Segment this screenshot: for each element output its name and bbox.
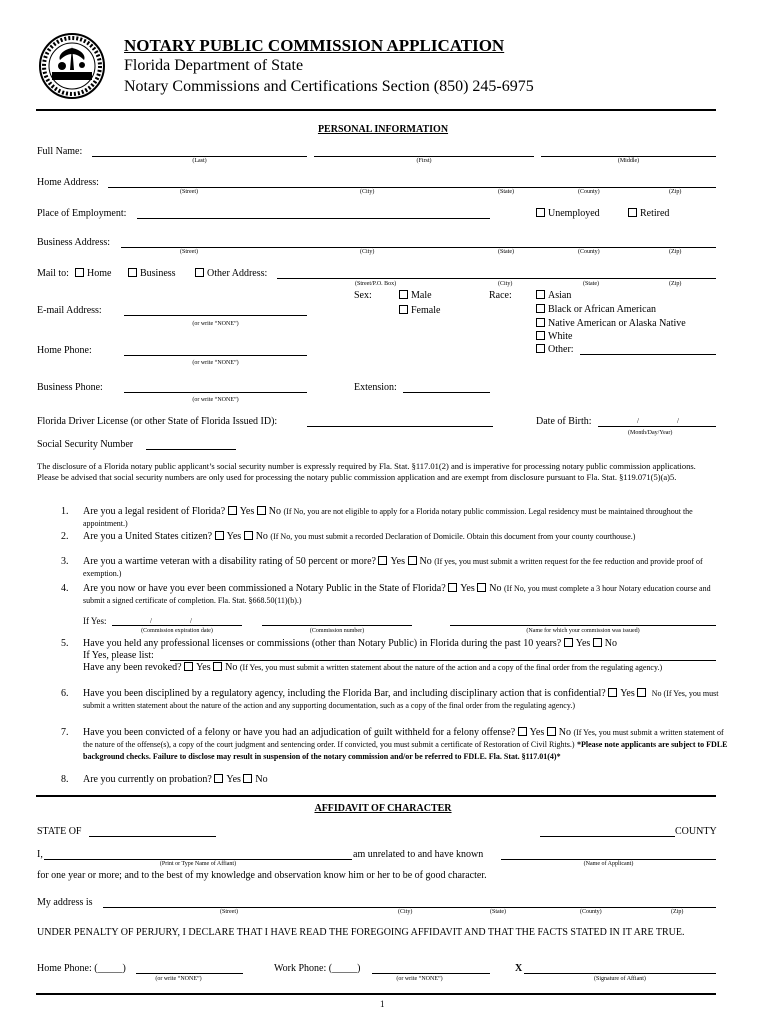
aff-city-caption: (City) bbox=[398, 909, 413, 915]
other-street-caption: (Street/P.O. Box) bbox=[355, 281, 397, 287]
q6-no-checkbox[interactable] bbox=[637, 688, 646, 697]
state-of-field[interactable] bbox=[89, 836, 216, 837]
comm-exp-caption: (Commission expiration date) bbox=[141, 628, 213, 634]
q6-number: 6. bbox=[61, 688, 69, 699]
affidavit-heading: AFFIDAVIT OF CHARACTER bbox=[314, 803, 452, 814]
checkbox-icon[interactable] bbox=[628, 208, 637, 217]
home-phone-none-caption: (or write “NONE”) bbox=[192, 360, 239, 366]
q7-question: Have you been convicted of a felony or have you had an adjudication of guilt withheld for a felony offense? bbox=[83, 727, 516, 738]
business-address-field[interactable] bbox=[121, 247, 716, 248]
retired-checkbox[interactable] bbox=[628, 208, 669, 219]
biz-county-caption: (County) bbox=[578, 249, 600, 255]
q1-no-checkbox[interactable] bbox=[257, 506, 266, 515]
affiant-address-field[interactable] bbox=[103, 907, 716, 908]
q5-list-field[interactable] bbox=[170, 660, 716, 661]
dob-label: Date of Birth: bbox=[536, 416, 592, 427]
other-state-caption: (State) bbox=[583, 281, 599, 287]
q3-no-label: No bbox=[419, 556, 432, 567]
q7-note: (If Yes, you must submit a written statement of the nature of the offense(s), a copy of the court judgment and sentencing order. If convicted, you must submit a certificate of Restoration of Civil Rights.) bbox=[83, 728, 724, 749]
revoked-no-label: No bbox=[225, 662, 238, 673]
q2-no-label: No bbox=[255, 531, 268, 542]
department-name: Florida Department of State bbox=[124, 57, 304, 74]
q2-yes-checkbox[interactable] bbox=[215, 531, 224, 540]
employment-label: Place of Employment: bbox=[37, 208, 127, 219]
good-character-statement: for one year or more; and to the best of my knowledge and observation know him or her to be of good character. bbox=[37, 870, 487, 881]
q7-text bbox=[83, 727, 733, 763]
affiant-work-phone-label: Work Phone: (_____) bbox=[274, 963, 361, 974]
q1-question: Are you a legal resident of Florida? bbox=[83, 506, 226, 517]
extension-label: Extension: bbox=[354, 382, 397, 393]
q1-no-label: No bbox=[268, 506, 281, 517]
race-black-checkbox[interactable] bbox=[536, 304, 656, 315]
mail-home-label: Home bbox=[87, 268, 112, 279]
q4-no-checkbox[interactable] bbox=[477, 583, 486, 592]
mail-to-label: Mail to: bbox=[37, 268, 69, 279]
affiant-name-caption: (Print or Type Name of Affiant) bbox=[159, 861, 237, 867]
q8-no-label: No bbox=[255, 774, 268, 785]
revoked-yes-label: Yes bbox=[196, 662, 211, 673]
county-label: COUNTY bbox=[675, 826, 717, 837]
race-other-checkbox[interactable] bbox=[536, 344, 574, 355]
affiant-name-field[interactable] bbox=[44, 859, 352, 860]
q7-no-label: No bbox=[558, 727, 571, 738]
male-label: Male bbox=[411, 290, 432, 301]
driver-license-field[interactable] bbox=[307, 426, 493, 427]
q1-note: (If No, you are not eligible to apply for a Florida notary public commission. Legal residency must be maintained throughout the appointment.) bbox=[83, 507, 693, 528]
q7-fdle-note: *Please note applicants are subject to FDLE background checks. Failure to disclose may result in suspension of the notary commission and/or be referred to FDLE. Fla. Stat. §117.01(4)* bbox=[83, 740, 728, 761]
mail-home-checkbox[interactable] bbox=[75, 268, 111, 279]
aff-home-none-caption: (or write “NONE”) bbox=[155, 976, 202, 982]
q4-note: (If No, you must complete a 3 hour Notary education course and submit a signed certificate of completion. Fla. Stat. §668.50(11)(b).) bbox=[83, 584, 711, 605]
page-title: NOTARY PUBLIC COMMISSION APPLICATION bbox=[124, 36, 505, 55]
dob-slash-2: / bbox=[677, 417, 679, 425]
biz-city-caption: (City) bbox=[360, 249, 375, 255]
middle-name-field[interactable] bbox=[541, 156, 716, 157]
checkbox-icon[interactable] bbox=[536, 208, 545, 217]
revoked-note: (If Yes, you must submit a written statement about the nature of the action and a copy of the final order from the regulating agency.) bbox=[239, 663, 663, 672]
q6-yes-label: Yes bbox=[620, 688, 635, 699]
q8-yes-label: Yes bbox=[226, 774, 241, 785]
extension-field[interactable] bbox=[403, 392, 490, 393]
black-label: Black or African American bbox=[548, 304, 657, 315]
q5-number: 5. bbox=[61, 638, 69, 649]
q3-no-checkbox[interactable] bbox=[408, 556, 417, 565]
last-caption: (Last) bbox=[192, 158, 207, 164]
aff-county-caption: (County) bbox=[580, 909, 602, 915]
employment-field[interactable] bbox=[137, 218, 490, 219]
checkbox-icon[interactable] bbox=[399, 290, 408, 299]
q7-yes-label: Yes bbox=[529, 727, 545, 738]
commission-expiration-field[interactable] bbox=[112, 625, 242, 626]
q6-yes-checkbox[interactable] bbox=[608, 688, 617, 697]
florida-state-seal bbox=[38, 32, 106, 100]
q5-no-checkbox[interactable] bbox=[593, 638, 602, 647]
q2-number: 2. bbox=[61, 531, 69, 542]
ssn-disclosure: The disclosure of a Florida notary public applicant’s social security number is expressly required by Fla. Stat. §117.01(2) and is imperative for processing notary public commission applications. Please be advised that social security numbers are only used for processing the notary public commission application and are exempt from disclosure pursuant to Fla. Stat. §119.071(5)(a)5. bbox=[37, 461, 696, 482]
q3-question: Are you a wartime veteran with a disability rating of 50 percent or more? bbox=[83, 556, 376, 567]
other-zip-caption: (Zip) bbox=[669, 281, 682, 287]
header-divider bbox=[36, 109, 716, 111]
personal-info-heading: PERSONAL INFORMATION bbox=[317, 124, 449, 135]
q3-text bbox=[83, 556, 743, 580]
q5-text bbox=[83, 638, 733, 650]
my-address-label: My address is bbox=[37, 897, 93, 908]
other-city-caption: (City) bbox=[498, 281, 513, 287]
mail-other-checkbox[interactable] bbox=[195, 268, 267, 279]
female-label: Female bbox=[411, 305, 441, 316]
race-white-checkbox[interactable] bbox=[536, 331, 572, 342]
unemployed-label: Unemployed bbox=[548, 208, 600, 219]
q1-yes-checkbox[interactable] bbox=[228, 506, 237, 515]
applicant-name-caption: (Name of Applicant) bbox=[583, 861, 634, 867]
checkbox-icon[interactable] bbox=[536, 331, 545, 340]
race-label: Race: bbox=[489, 290, 512, 301]
q8-yes-checkbox[interactable] bbox=[214, 774, 223, 783]
email-label: E-mail Address: bbox=[37, 305, 102, 316]
exp-slash-2: / bbox=[190, 617, 192, 625]
aff-work-none-caption: (or write “NONE”) bbox=[396, 976, 443, 982]
revoked-text bbox=[83, 662, 733, 674]
home-phone-label: Home Phone: bbox=[37, 345, 92, 356]
signature-x: X bbox=[515, 963, 523, 974]
male-checkbox[interactable] bbox=[399, 290, 432, 301]
if-yes-label: If Yes: bbox=[83, 616, 107, 626]
aff-zip-caption: (Zip) bbox=[671, 909, 684, 915]
checkbox-icon[interactable] bbox=[536, 304, 545, 313]
email-field[interactable] bbox=[124, 315, 307, 316]
dob-format-caption: (Month/Day/Year) bbox=[628, 430, 673, 436]
revoked-question: Have any been revoked? bbox=[83, 662, 182, 673]
q4-question: Are you now or have you ever been commissioned a Notary Public in the State of Florida? bbox=[83, 583, 446, 594]
business-address-label: Business Address: bbox=[37, 237, 111, 248]
home-city-caption: (City) bbox=[360, 189, 375, 195]
q2-question: Are you a United States citizen? bbox=[83, 531, 213, 542]
ssn-label: Social Security Number bbox=[37, 439, 134, 450]
ssn-field[interactable] bbox=[146, 449, 236, 450]
checkbox-icon[interactable] bbox=[399, 305, 408, 314]
home-zip-caption: (Zip) bbox=[669, 189, 682, 195]
applicant-name-field[interactable] bbox=[501, 859, 716, 860]
middle-caption: (Middle) bbox=[617, 158, 640, 164]
biz-zip-caption: (Zip) bbox=[669, 249, 682, 255]
q3-number: 3. bbox=[61, 556, 69, 567]
home-state-caption: (State) bbox=[498, 189, 514, 195]
first-name-field[interactable] bbox=[314, 156, 534, 157]
q7-yes-checkbox[interactable] bbox=[518, 727, 527, 736]
home-address-field[interactable] bbox=[108, 187, 716, 188]
last-name-field[interactable] bbox=[92, 156, 307, 157]
q6-text bbox=[83, 688, 733, 712]
q8-no-checkbox[interactable] bbox=[243, 774, 252, 783]
home-address-label: Home Address: bbox=[37, 177, 99, 188]
state-of-label: STATE OF bbox=[37, 826, 82, 837]
q6-note: No (If Yes, you must submit a written statement about the nature of the action and any supporting documentation, such as a copy of the final order from the regulating agency.) bbox=[83, 689, 719, 710]
checkbox-icon[interactable] bbox=[536, 318, 545, 327]
q2-no-checkbox[interactable] bbox=[244, 531, 253, 540]
q3-yes-label: Yes bbox=[390, 556, 406, 567]
q4-number: 4. bbox=[61, 583, 69, 594]
signature-caption: (Signature of Affiant) bbox=[594, 976, 646, 982]
q7-no-checkbox[interactable] bbox=[547, 727, 556, 736]
business-phone-none-caption: (or write “NONE”) bbox=[192, 397, 239, 403]
affidavit-divider bbox=[36, 795, 716, 797]
checkbox-icon[interactable] bbox=[195, 268, 204, 277]
full-name-label: Full Name: bbox=[37, 146, 83, 157]
female-checkbox[interactable] bbox=[399, 305, 440, 316]
race-other-field[interactable] bbox=[580, 354, 716, 355]
exp-slash-1: / bbox=[150, 617, 152, 625]
business-phone-field[interactable] bbox=[124, 392, 307, 393]
home-county-caption: (County) bbox=[578, 189, 600, 195]
mail-business-label: Business bbox=[140, 268, 176, 279]
q3-yes-checkbox[interactable] bbox=[378, 556, 387, 565]
race-asian-checkbox[interactable] bbox=[536, 290, 571, 301]
q1-yes-label: Yes bbox=[239, 506, 255, 517]
other-race-label: Other: bbox=[548, 344, 574, 355]
email-none-caption: (or write “NONE”) bbox=[192, 321, 239, 327]
q1-number: 1. bbox=[61, 506, 69, 517]
other-address-field[interactable] bbox=[277, 278, 716, 279]
q5-yes-label: Yes bbox=[575, 638, 591, 649]
q2-yes-label: Yes bbox=[226, 531, 242, 542]
dob-slash-1: / bbox=[637, 417, 639, 425]
revoked-no-checkbox[interactable] bbox=[213, 662, 222, 671]
revoked-yes-checkbox[interactable] bbox=[184, 662, 193, 671]
section-name: Notary Commissions and Certifications Section (850) 245-6975 bbox=[124, 78, 534, 95]
affiant-home-phone-field[interactable] bbox=[136, 973, 243, 974]
checkbox-icon[interactable] bbox=[536, 344, 545, 353]
q4-no-label: No bbox=[489, 583, 502, 594]
q3-note: (If yes, you must submit a written request for the fee reduction and provide proof of exemption.) bbox=[83, 557, 703, 578]
page-number: 1 bbox=[380, 999, 385, 1009]
home-phone-field[interactable] bbox=[124, 355, 307, 356]
affiant-work-phone-field[interactable] bbox=[372, 973, 490, 974]
business-phone-label: Business Phone: bbox=[37, 382, 103, 393]
checkbox-icon[interactable] bbox=[536, 290, 545, 299]
checkbox-icon[interactable] bbox=[128, 268, 137, 277]
unemployed-checkbox[interactable] bbox=[536, 208, 600, 219]
race-native-checkbox[interactable] bbox=[536, 318, 686, 329]
commission-name-field[interactable] bbox=[450, 625, 716, 626]
q2-note: (If No, you must submit a recorded Declaration of Domicile. Obtain this document from your county courthouse.) bbox=[270, 532, 636, 541]
q8-question: Are you currently on probation? bbox=[83, 774, 212, 785]
affiant-i-label: I, bbox=[37, 849, 43, 860]
home-street-caption: (Street) bbox=[180, 189, 198, 195]
county-field[interactable] bbox=[540, 836, 675, 837]
checkbox-icon[interactable] bbox=[75, 268, 84, 277]
dob-field[interactable] bbox=[598, 426, 716, 427]
q5-list-label: If Yes, please list: bbox=[83, 650, 154, 661]
first-caption: (First) bbox=[416, 158, 432, 164]
q6-question: Have you been disciplined by a regulatory agency, including the Florida Bar, and including disciplinary action that is confidential? bbox=[83, 688, 606, 699]
q4-text bbox=[83, 583, 733, 607]
unrelated-label: am unrelated to and have known bbox=[353, 849, 484, 860]
biz-state-caption: (State) bbox=[498, 249, 514, 255]
mail-business-checkbox[interactable] bbox=[128, 268, 176, 279]
aff-street-caption: (Street) bbox=[220, 909, 238, 915]
commission-number-field[interactable] bbox=[262, 625, 412, 626]
aff-state-caption: (State) bbox=[490, 909, 506, 915]
q8-number: 8. bbox=[61, 774, 69, 785]
q7-number: 7. bbox=[61, 727, 69, 738]
q8-text bbox=[83, 774, 733, 786]
comm-num-caption: (Commission number) bbox=[309, 628, 365, 634]
affiant-home-phone-label: Home Phone: (_____) bbox=[37, 963, 126, 974]
white-label: White bbox=[548, 331, 573, 342]
q2-text bbox=[83, 531, 733, 543]
driver-license-label: Florida Driver License (or other State of Florida Issued ID): bbox=[37, 416, 278, 427]
q5-no-label: No bbox=[604, 638, 618, 649]
native-label: Native American or Alaska Native bbox=[548, 318, 686, 329]
signature-field[interactable] bbox=[524, 973, 716, 974]
asian-label: Asian bbox=[548, 290, 572, 301]
perjury-declaration: UNDER PENALTY OF PERJURY, I DECLARE THAT I HAVE READ THE FOREGOING AFFIDAVIT AND THAT THE FACTS STATED IN IT ARE TRUE. bbox=[37, 927, 685, 938]
footer-divider bbox=[36, 993, 716, 995]
mail-other-label: Other Address: bbox=[207, 268, 268, 279]
q1-text bbox=[83, 506, 733, 530]
q4-yes-label: Yes bbox=[460, 583, 475, 594]
retired-label: Retired bbox=[640, 208, 670, 219]
q5-question: Have you held any professional licenses or commissions (other than Notary Public) in Florida during the past 10 years? bbox=[83, 638, 562, 649]
comm-name-caption: (Name for which your commission was issued) bbox=[526, 628, 640, 634]
q4-yes-checkbox[interactable] bbox=[448, 583, 457, 592]
q5-yes-checkbox[interactable] bbox=[564, 638, 573, 647]
biz-street-caption: (Street) bbox=[180, 249, 198, 255]
sex-label: Sex: bbox=[354, 290, 372, 301]
